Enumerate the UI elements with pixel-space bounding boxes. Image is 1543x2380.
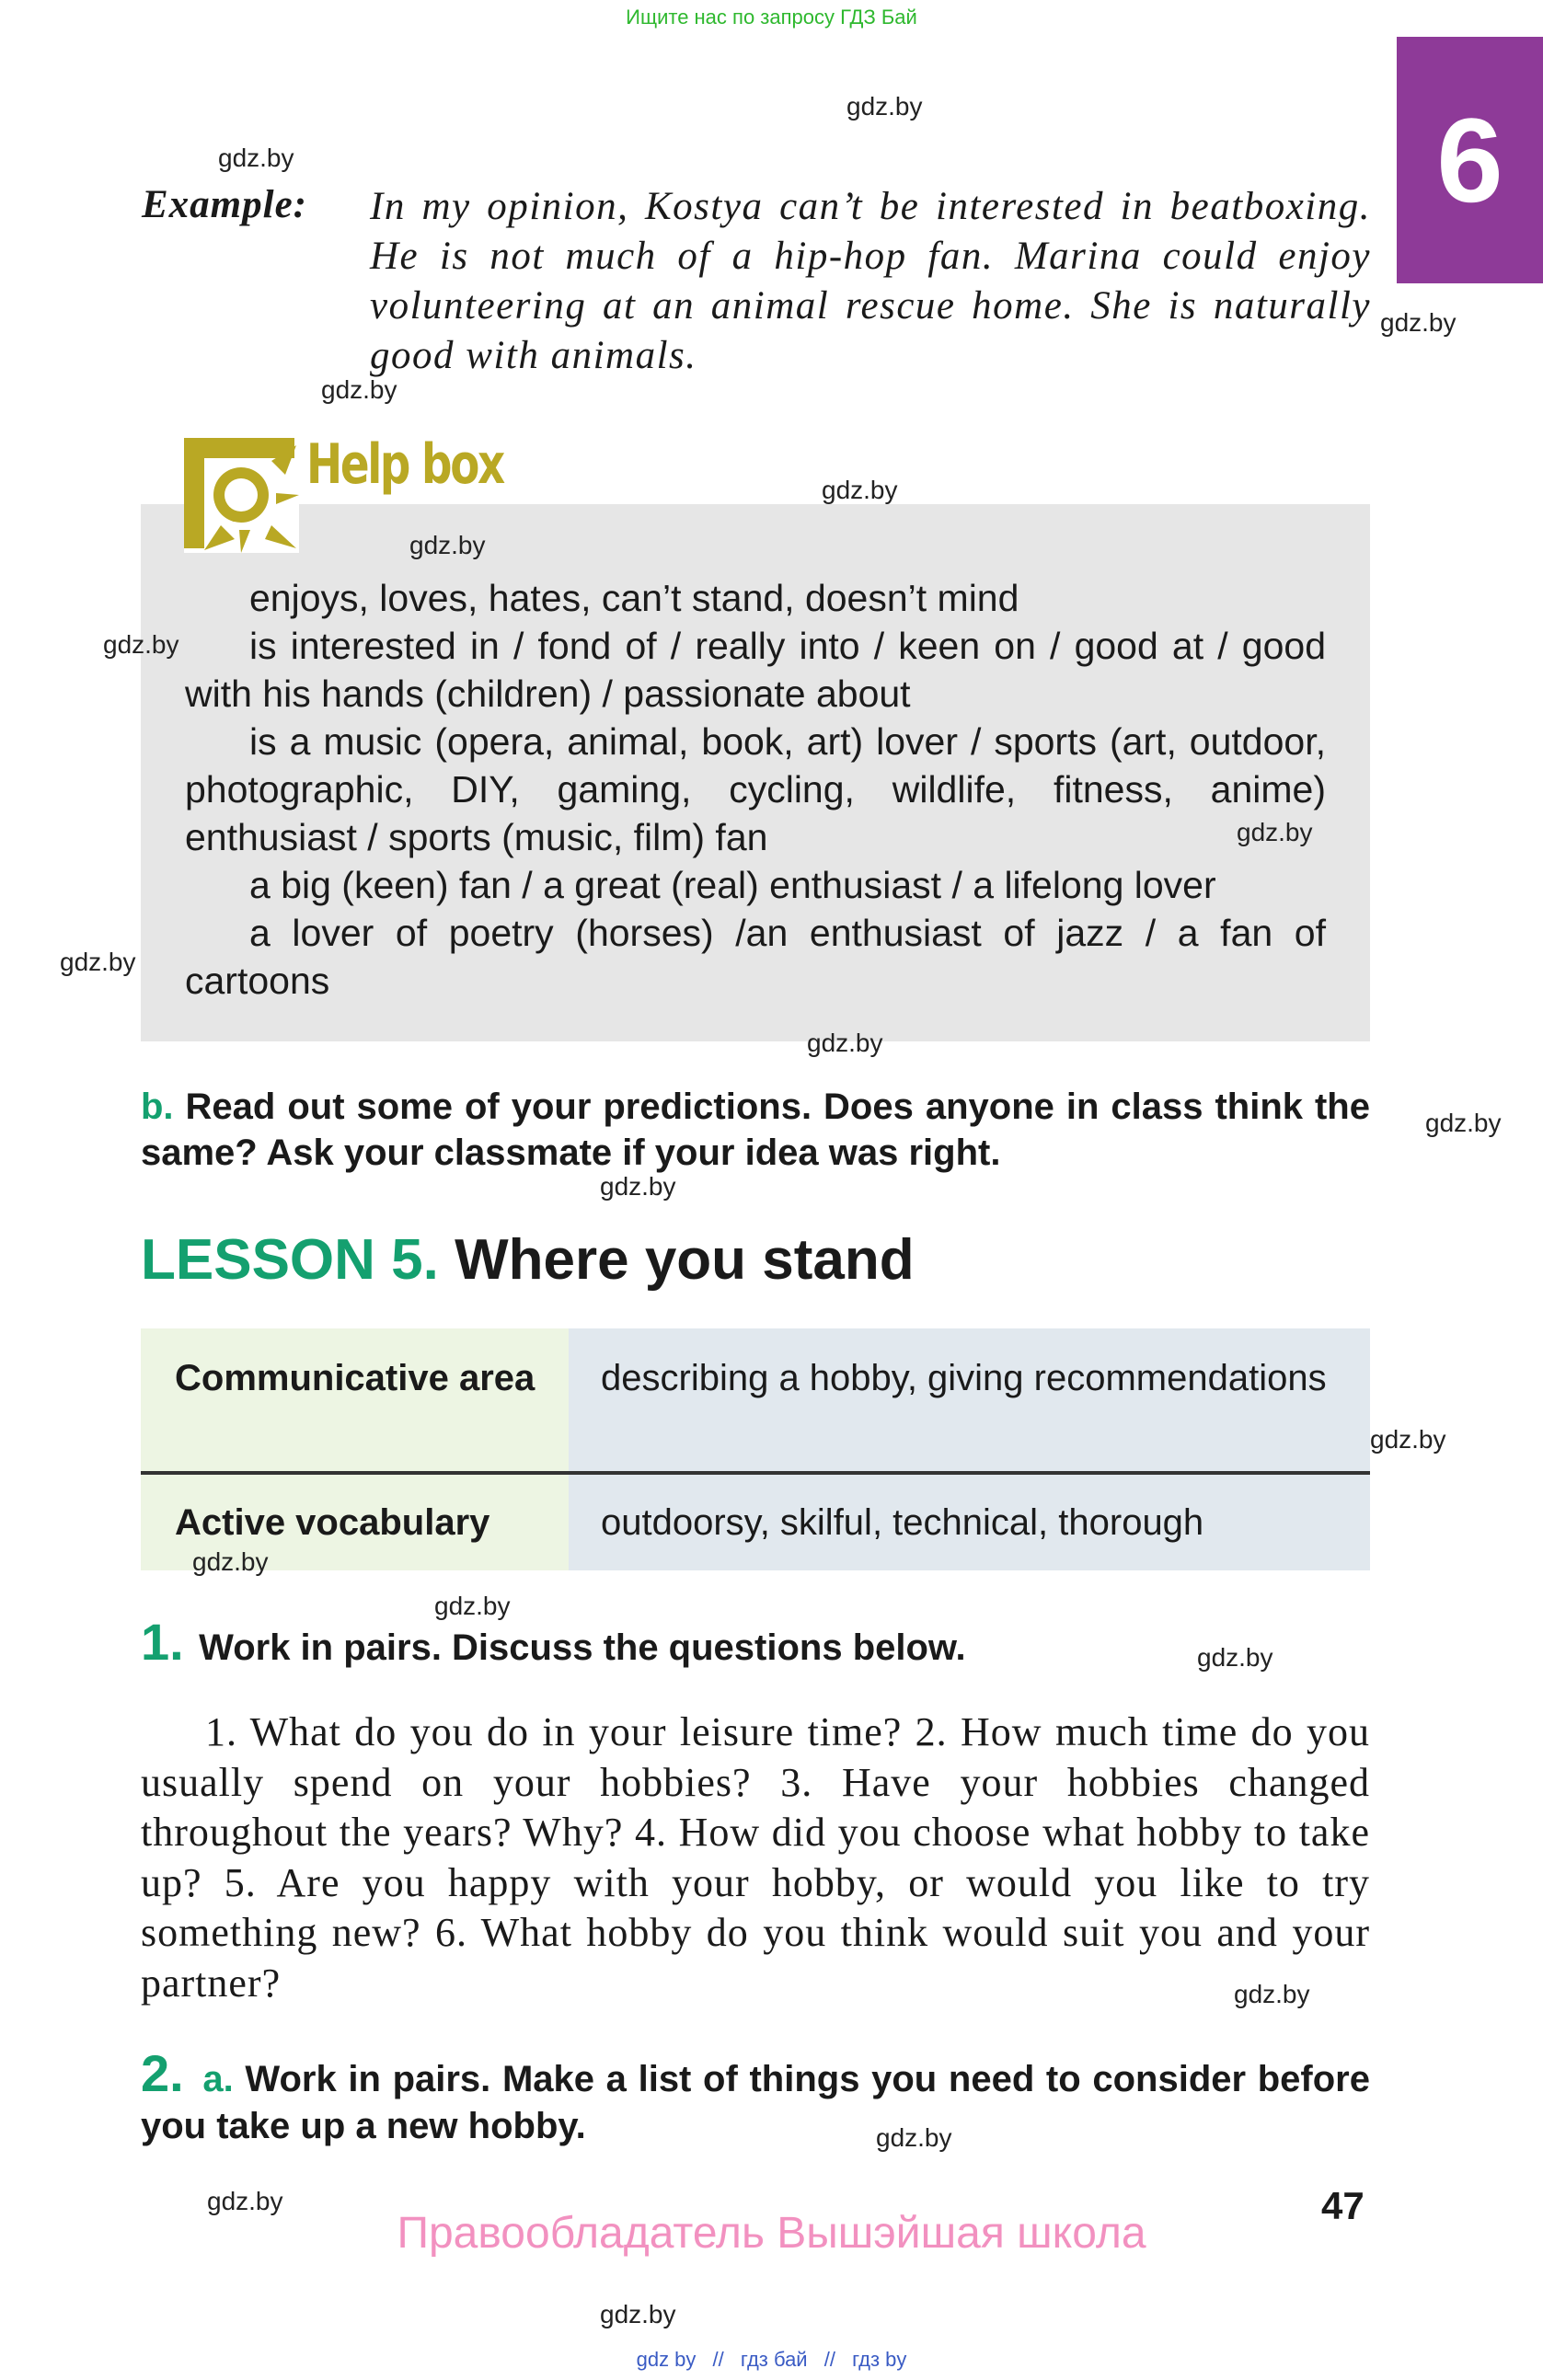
sun-icon	[184, 438, 299, 553]
footer-separator: //	[823, 2348, 835, 2371]
table-row-value: outdoorsy, skilful, technical, thorough	[569, 1475, 1370, 1570]
lesson-title	[141, 1227, 915, 1293]
watermark: gdz.by	[192, 1547, 269, 1576]
example-label: Example:	[142, 183, 307, 226]
watermark: gdz.by	[876, 2123, 952, 2152]
help-line: enjoys, loves, hates, can’t stand, doesn’t mind	[249, 577, 1019, 619]
task-1-text: Work in pairs. Discuss the questions below.	[199, 1627, 966, 1668]
watermark: gdz.by	[1237, 818, 1313, 846]
watermark: gdz.by	[103, 630, 179, 659]
vocab-table	[141, 1328, 1370, 1471]
help-box-text	[185, 574, 1326, 1005]
watermark: gdz.by	[822, 476, 898, 504]
top-note: Ищите нас по запросу ГДЗ Бай	[626, 6, 917, 29]
watermark: gdz.by	[1234, 1980, 1310, 2008]
task-b-text: Read out some of your predictions. Does anyone in class think the same? Ask your classmate if your idea was right.	[141, 1087, 1370, 1173]
vocab-table-row	[141, 1475, 1370, 1570]
table-row-label: Active vocabulary	[141, 1475, 569, 1570]
task-1-questions: 1. What do you do in your leisure time? 2. How much time do you usually spend on your hobbies? 3. Have your hobbies changed throughout the years? Why? 4. How did you choose what hobby to take up? 5. Are you happy with your hobby, or would you like to try something new? 6. What hobby do you think would suit you and your partner?	[141, 1709, 1370, 2006]
lesson-name: Where you stand	[455, 1228, 915, 1292]
watermark: gdz.by	[600, 2300, 676, 2328]
watermark: gdz.by	[600, 1172, 676, 1201]
watermark: gdz.by	[321, 375, 397, 404]
task-1	[141, 1612, 966, 1672]
watermark: gdz.by	[218, 144, 294, 172]
task-b-letter: b.	[141, 1087, 174, 1127]
unit-tab: 6	[1397, 37, 1543, 283]
task-b	[141, 1084, 1370, 1176]
help-box-title: Help box	[306, 432, 503, 497]
task-2-text: Work in pairs. Make a list of things you need to consider before you take up a new hobby.	[141, 2059, 1370, 2146]
watermark: gdz.by	[1425, 1109, 1502, 1137]
task-2-number: 2.	[141, 2044, 184, 2102]
copyright-text: Правообладатель Вышэйшая школа	[397, 2209, 1146, 2258]
watermark: gdz.by	[60, 948, 136, 976]
help-line: is a music (opera, animal, book, art) lover / sports (art, outdoor, photographic, DIY, gaming, cycling, wildlife, fitness, anime) enthusiast / sports (music, film) fan	[185, 720, 1326, 858]
watermark: gdz.by	[1370, 1425, 1446, 1454]
help-line: is interested in / fond of / really into / keen on / good at / good with his hands (children) / passionate about	[185, 625, 1326, 715]
watermark: gdz.by	[1197, 1643, 1273, 1672]
footer-link[interactable]: гдз by	[852, 2348, 907, 2371]
help-line: a lover of poetry (horses) /an enthusiast of jazz / a fan of cartoons	[185, 912, 1326, 1002]
watermark: gdz.by	[807, 1029, 883, 1057]
watermark: gdz.by	[409, 531, 486, 559]
footer-links	[0, 2348, 1543, 2372]
watermark: gdz.by	[434, 1592, 511, 1620]
task-2	[141, 2044, 1370, 2150]
example-text: In my opinion, Kostya can’t be interested in beatboxing. He is not much of a hip-hop fan. Marina could enjoy volunteering at an animal rescue home. She is naturally good with animals.	[370, 185, 1371, 377]
help-line: a big (keen) fan / a great (real) enthusiast / a lifelong lover	[249, 864, 1216, 906]
footer-link[interactable]: gdz by	[636, 2348, 697, 2371]
watermark: gdz.by	[846, 92, 923, 121]
watermark: gdz.by	[1380, 308, 1457, 337]
footer-link[interactable]: гдз бай	[740, 2348, 808, 2371]
page-number: 47	[1321, 2184, 1365, 2227]
table-row-label: Communicative area	[141, 1328, 569, 1471]
watermark: gdz.by	[207, 2187, 283, 2215]
task-2-letter: a.	[202, 2059, 234, 2099]
footer-separator: //	[712, 2348, 724, 2371]
table-row-value: describing a hobby, giving recommendations	[569, 1328, 1370, 1471]
lesson-number: LESSON 5.	[141, 1228, 439, 1292]
task-1-number: 1.	[141, 1613, 184, 1671]
